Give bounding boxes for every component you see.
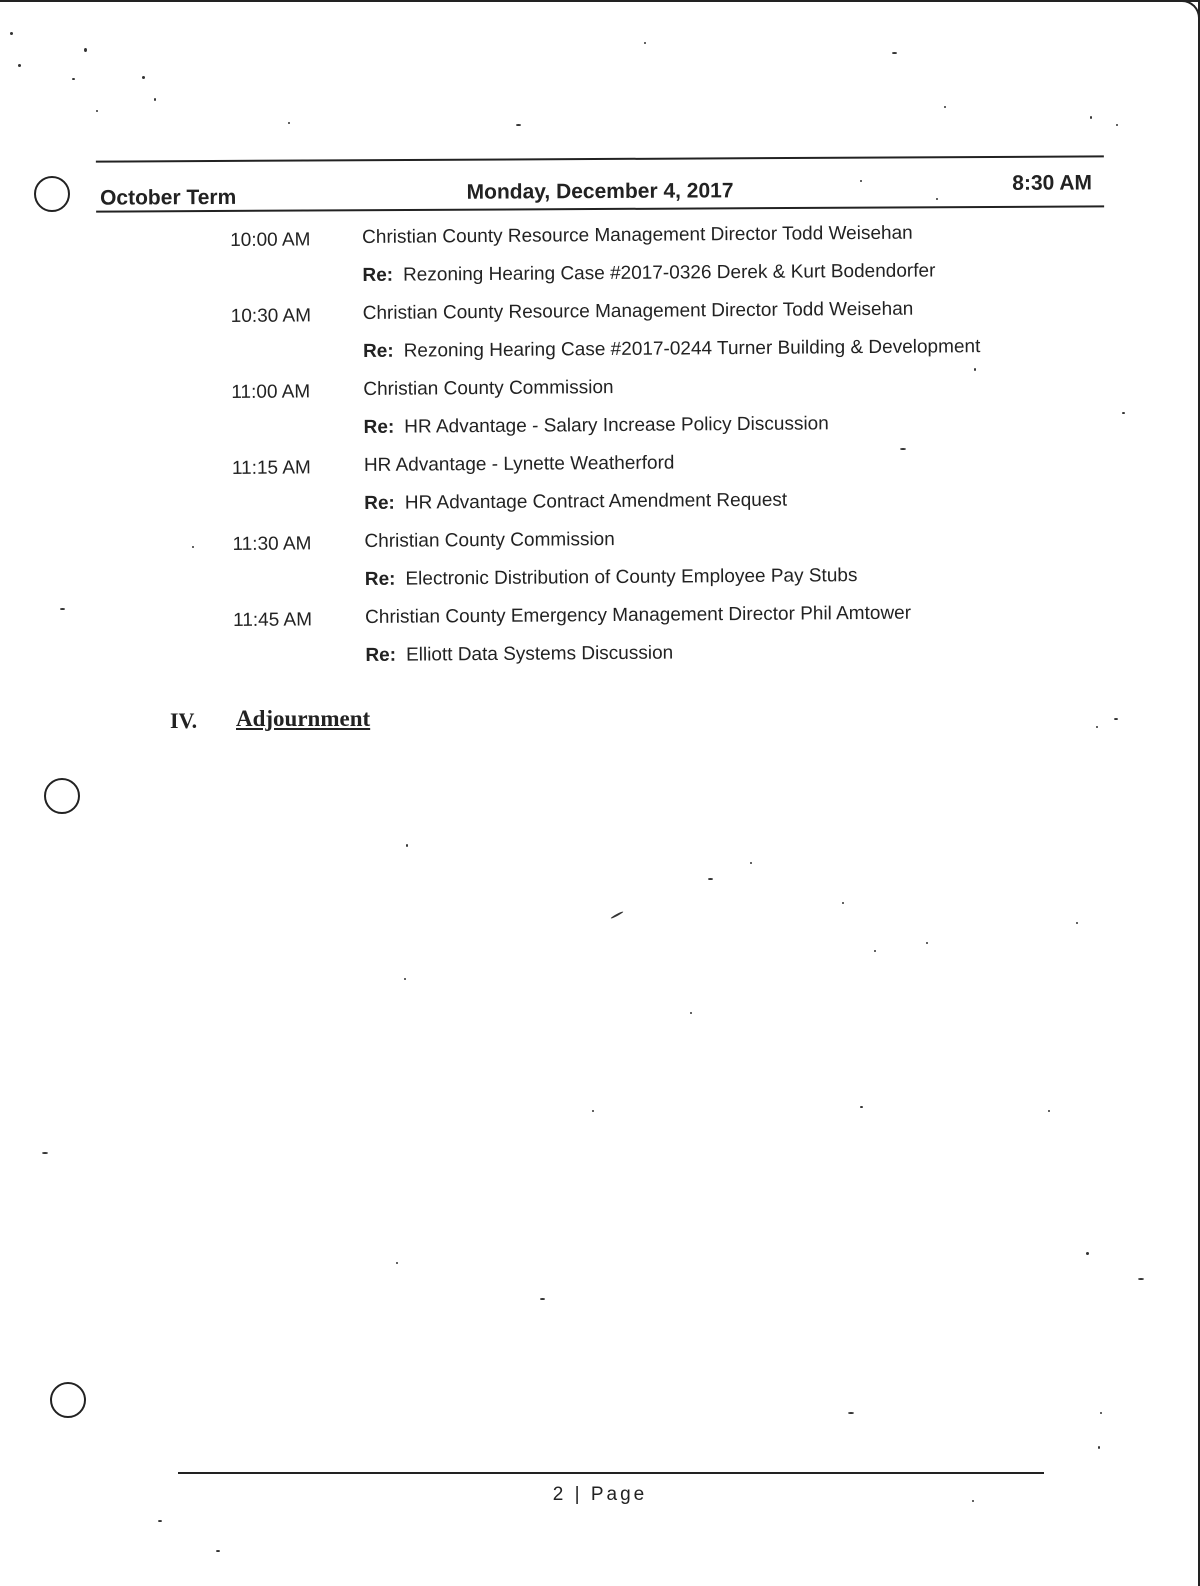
- section-numeral: IV.: [170, 708, 198, 733]
- item-time: 11:45 AM: [233, 609, 313, 631]
- re-label: Re:: [364, 492, 395, 514]
- scan-speck: [1114, 718, 1118, 720]
- item-time: 11:00 AM: [231, 381, 311, 403]
- scan-speck: [874, 950, 876, 952]
- agenda-item: [232, 519, 1093, 602]
- scan-speck: [18, 64, 21, 67]
- scan-speck: [72, 78, 75, 80]
- scan-speck: [1076, 922, 1078, 924]
- punch-hole-middle: [44, 778, 80, 814]
- scan-speck: [1122, 412, 1125, 414]
- scan-speck: [592, 1110, 594, 1112]
- re-text: Rezoning Hearing Case #2017-0244 Turner Building & Development: [403, 336, 981, 362]
- scan-speck: [1096, 726, 1098, 728]
- item-presenter: Christian County Commission: [363, 376, 614, 400]
- scan-speck: [158, 1520, 162, 1522]
- scan-speck: [142, 76, 145, 79]
- re-text: Electronic Distribution of County Employee Pay Stubs: [405, 565, 858, 590]
- scan-speck: [860, 180, 862, 182]
- agenda-list: [230, 215, 1094, 678]
- re-label: Re:: [362, 340, 394, 362]
- agenda-item: [231, 291, 1092, 374]
- section-title: Adjournment: [236, 706, 371, 731]
- item-subject: [365, 565, 858, 591]
- scan-speck: [1116, 124, 1118, 126]
- punch-hole-top: [34, 176, 70, 212]
- item-presenter: Christian County Commission: [364, 528, 615, 552]
- scan-speck: [974, 368, 976, 371]
- re-label: Re:: [365, 644, 397, 666]
- scan-speck: [154, 98, 156, 101]
- item-presenter: HR Advantage - Lynette Weatherford: [363, 452, 675, 476]
- item-subject: [364, 490, 787, 515]
- footer-rule: [178, 1472, 1044, 1474]
- scan-speck: [944, 106, 946, 108]
- scan-speck: [406, 844, 408, 847]
- scan-speck: [610, 911, 623, 919]
- scan-speck: [972, 1500, 974, 1502]
- scan-speck: [848, 1412, 854, 1414]
- page-corner-fold: [1178, 0, 1200, 22]
- page-number: 2 | Page: [552, 1484, 648, 1505]
- meeting-time: 8:30 AM: [1012, 171, 1093, 195]
- agenda-item: [231, 367, 1092, 450]
- item-time: 11:15 AM: [231, 457, 311, 479]
- agenda-header: [96, 155, 1104, 212]
- scan-speck: [1138, 1278, 1144, 1280]
- item-subject: [365, 643, 673, 667]
- scan-speck: [842, 902, 844, 904]
- item-presenter: Christian County Emergency Management Director Phil Amtower: [365, 602, 912, 628]
- scan-speck: [1090, 116, 1092, 119]
- scan-speck: [540, 1298, 545, 1300]
- scan-speck: [404, 978, 406, 980]
- item-time: 10:30 AM: [230, 305, 312, 327]
- re-label: Re:: [363, 416, 395, 438]
- scan-speck: [900, 448, 906, 450]
- scan-speck: [216, 1550, 220, 1552]
- scan-speck: [750, 862, 752, 864]
- scan-speck: [84, 48, 87, 52]
- scan-speck: [1086, 1252, 1089, 1255]
- scan-speck: [192, 546, 194, 548]
- re-label: Re:: [364, 568, 396, 590]
- page-edge-top: [0, 0, 1200, 2]
- scan-speck: [690, 1012, 692, 1014]
- scan-speck: [42, 1152, 48, 1154]
- item-time: 11:30 AM: [232, 533, 312, 555]
- scan-speck: [60, 608, 65, 610]
- re-label: Re:: [362, 264, 394, 286]
- item-subject: [364, 413, 829, 439]
- scan-speck: [288, 122, 290, 124]
- punch-hole-bottom: [50, 1382, 86, 1418]
- item-time: 10:00 AM: [230, 229, 311, 251]
- scan-speck: [516, 124, 521, 126]
- agenda-item: [233, 595, 1094, 678]
- re-text: Rezoning Hearing Case #2017-0326 Derek & Kurt Bodendorfer: [402, 260, 936, 286]
- scan-speck: [10, 32, 13, 35]
- scan-speck: [96, 110, 98, 112]
- item-subject: [363, 336, 980, 363]
- scan-speck: [708, 878, 713, 880]
- re-text: Elliott Data Systems Discussion: [405, 642, 674, 666]
- agenda-item: [230, 215, 1091, 298]
- item-presenter: Christian County Resource Management Director Todd Weisehan: [362, 222, 913, 248]
- scan-speck: [926, 942, 928, 944]
- scan-speck: [1100, 1412, 1102, 1414]
- scan-speck: [860, 1106, 863, 1108]
- scan-speck: [644, 42, 646, 44]
- agenda-item: [232, 443, 1093, 526]
- scan-speck: [936, 198, 938, 200]
- re-text: HR Advantage - Salary Increase Policy Discussion: [404, 413, 829, 438]
- item-subject: [362, 260, 935, 286]
- meeting-date: Monday, December 4, 2017: [466, 179, 734, 204]
- scan-speck: [1098, 1446, 1100, 1449]
- term-label: October Term: [100, 185, 237, 210]
- scan-speck: [396, 1262, 398, 1264]
- scan-speck: [1048, 1110, 1050, 1112]
- re-text: HR Advantage Contract Amendment Request: [404, 489, 788, 514]
- scan-speck: [892, 52, 897, 54]
- item-presenter: Christian County Resource Management Director Todd Weisehan: [362, 298, 914, 324]
